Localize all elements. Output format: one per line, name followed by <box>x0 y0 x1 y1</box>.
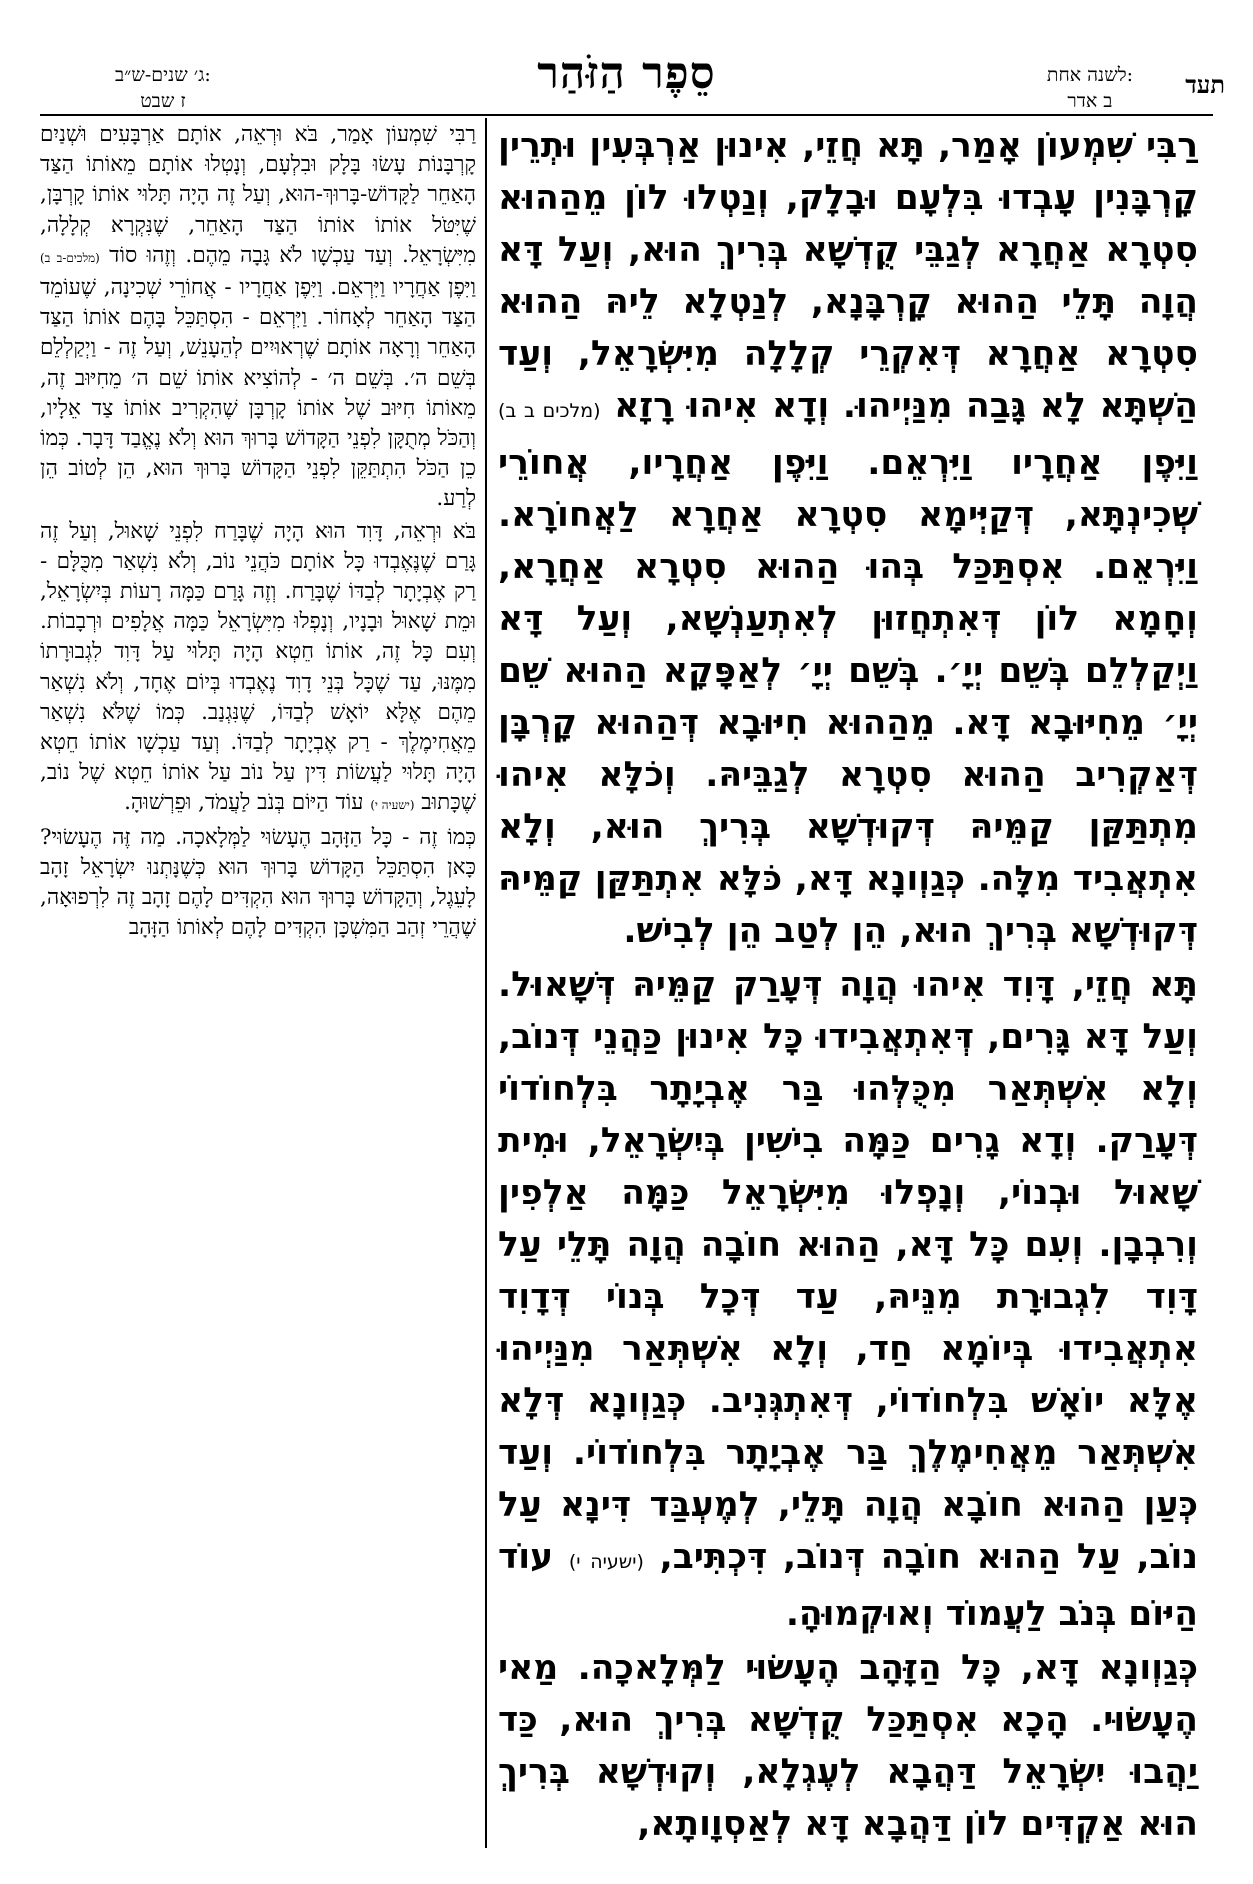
page-code: תעד <box>1185 70 1225 99</box>
main-p2-text: תָּא חֲזֵי, דָּוִד אִיהוּ הֲוָה דְּעָרַק קַמֵּיהּ דְּשָׁאוּל. וְעַל דָּא גָּרִים, דְּאִתְאֲבִידוּ כָּל אִינוּן כַּהֲנֵי דְּנוֹב, וְלָא אִשְׁתְּאַר מִכֻּלְּהוּ בַּר אֶבְיָתָר בִּלְחוֹדוֹי דְּעָרַק. וְדָא גָרִים כַּמָּה בִישִׁין בְּיִשְׂרָאֵל, וּמִית שָׁאוּל וּבְנוֹי, וְנָפְלוּ מִיִּשְׂרָאֵל כַּמָּה אַלְפִין וְרִבְבָן. וְעִם כָּל דָּא, הַהוּא חוֹבָה הֲוָה תָּלֵי עַל דָּוִד לִגְבוּרָת מִנֵּיהּ, עַד דְּכָל בְּנוֹי דְּדָוִד אִתְאֲבִידוּ בְּיוֹמָא חַד, וְלָא אִשְׁתְּאַר מִנַּיְיהוּ אֶלָּא יוֹאָשׁ בִּלְחוֹדוֹי, דְּאִתְגְּנִיב. כְּגַוְונָא דְּלָא אִשְׁתְּאַר מֵאֲחִימֶלֶךְ בַּר אֶבְיָתָר בִּלְחוֹדוֹי. וְעַד כְּעַן הַהוּא חוֹבָא הֲוָה תָּלֵי, לְמֶעְבַּד דִּינָא עַל נוֹב, עַל הַהוּא חוֹבָה דְּנוֹב, דִּכְתִּיב, <box>498 965 1198 1577</box>
column-divider <box>485 118 487 1848</box>
book-title: סֵפֶר הַזֹּהַר <box>537 48 716 99</box>
main-p2b-text: עוֹד הַיּוֹם בְּנֹב לַעֲמוֹד וְאוּקְמוּהָ. <box>498 1537 1198 1634</box>
side-p2-text: בֹּא וּרְאֵה, דָּוִד הוּא הָיָה שֶׁבָּרַח לִפְנֵי שָׁאוּל, וְעַל זֶה גָּרַם שֶׁנֶּאֶבְדוּ כָּל אוֹתָם כֹּהֲנֵי נוֹב, וְלֹא נִשְׁאַר מִכֻּלָּם - רַק אֶבְיָתָר לְבַדּוֹ שֶׁבָּרַח. וְזֶה גָּרַם כַּמָּה רָעוֹת בְּיִשְׂרָאֵל, וּמֵת שָׁאוּל וּבָנָיו, וְנָפְלוּ מִיִּשְׂרָאֵל כַּמָּה אֲלָפִים וּרְבָבוֹת. וְעִם כָּל זֶה, אוֹתוֹ חֵטְא הָיָה תָּלוּי עַל דָּוִד לִגְבוּרָתוֹ מִמֶּנּוּ, עַד שֶׁכָּל בְּנֵי דָוִד נֶאֶבְדוּ בְּיוֹם אֶחָד, וְלֹא נִשְׁאַר מֵהֶם אֶלָּא יוֹאָשׁ לְבַדּוֹ, שֶׁנִּגְנַב. כְּמוֹ שֶׁלֹּא נִשְׁאַר מֵאֲחִימֶלֶךְ - רַק אֶבְיָתָר לְבַדּוֹ. וְעַד עַכְשָׁו אוֹתוֹ חֵטְא הָיָה תָּלוּי לַעֲשׂוֹת דִּין עַל נוֹב עַל אוֹתוֹ חֵטְא שֶׁל נוֹב, שֶׁכָּתוּב <box>40 518 476 816</box>
one-year-date: ב אדר <box>1067 90 1113 112</box>
main-ref-kings: (מלכים ב ב) <box>498 400 601 422</box>
one-year-label: לשנה אחת: <box>1046 64 1133 86</box>
side-ref-kings: (מלכים-ב ב) <box>40 250 100 265</box>
main-ref-isaiah: (ישעיה י) <box>568 1551 644 1573</box>
main-p1-text: רַבִּי שִׁמְעוֹן אָמַר, תָּא חֲזֵי, אִינוּן אַרְבְּעִין וּתְרֵין קָרְבָּנִין עָבְדוּ בִּלְעָם וּבָלָק, וְנַטְלוּ לוֹן מֵהַהוּא סִטְרָא אַחֲרָא לְגַבֵּי קֻדְשָׁא בְּרִיךְ הוּא, וְעַל דָּא הֲוָה תָּלֵי הַהוּא קָרְבָּנָא, לְנַטְלָא לֵיהּ הַהוּא סִטְרָא אַחֲרָא דְּאִקְרֵי קְלָלָה מִיִּשְׂרָאֵל, וְעַד הַשְׁתָּא לָא גָּבַה מִנַּיְיהוּ. וְדָא אִיהוּ רָזָא <box>498 126 1198 426</box>
side-paragraph-2 <box>40 517 476 821</box>
main-paragraph-1 <box>498 120 1198 957</box>
side-p2b-text: עוֹד הַיּוֹם בְּנֹב לַעֲמֹד, וּפֵרְשׁוּהָ. <box>124 790 364 816</box>
main-p1b-text: וַיִּפֶן אַחֲרָיו וַיִּרְאֵם. וַיִּפֶן אַחֲרָיו, אֲחוֹרֵי שְׁכִינְתָּא, דְּקַיְּימָא סִטְרָא אַחֲרָא לַאֲחוֹרָא. וַיִּרְאֵם. אִסְתַּכַּל בְּהוּ הַהוּא סִטְרָא אַחֲרָא, וְחָמָא לוֹן דְּאִתְחֲזוּן לְאִתְעַנְשָׁא, וְעַל דָּא וַיְקַלְלֵם בְּשֵׁם יְיָ׳. בְּשֵׁם יְיָ׳ לְאַפָּקָא הַהוּא שֵׁם יְיָ׳ מֵחִיּוּבָא דָּא. מֵהַהוּא חִיּוּבָא דְּהַהוּא קָרְבָּן דְּאַקְרִיב הַהוּא סִטְרָא לְגַבֵּיהּ. וְכֹלָּא אִיהוּ מִתְתַּקַּן קַמֵּיהּ דְּקוּדְשָׁא בְּרִיךְ הוּא, וְלָא אִתְאֲבִיד מִלָּה. כְּגַוְונָא דָּא, כֹּלָּא אִתְתַּקַּן קַמֵּיהּ דְּקוּדְשָׁא בְּרִיךְ הוּא, הֵן לְטַב הֵן לְבִישׁ. <box>498 443 1198 951</box>
three-year-schedule <box>115 62 211 114</box>
hebrew-translation-column <box>40 120 476 943</box>
page-header <box>0 0 1253 115</box>
aramaic-main-column <box>498 120 1198 1850</box>
side-p1b-text: וַיִּפֶן אַחֲרָיו וַיִּרְאֵם. וַיִּפֶן אַחֲרָיו - אֲחוֹרֵי שְׁכִינָה, שֶׁעוֹמֵד הַצַּד הָאַחֵר לְאָחוֹר. וַיִּרְאֵם - הִסְתַּכֵּל בָּהֶם אוֹתוֹ הַצַּד הָאַחֵר וְרָאָה אוֹתָם שֶׁרְאוּיִים לְהֵעָנֵשׁ, וְעַל זֶה - וַיְקַלְלֵם בְּשֵׁם ה׳. בְּשֵׁם ה׳ - לְהוֹצִיא אוֹתוֹ שֵׁם ה׳ מֵחִיּוּב זֶה, מֵאוֹתוֹ חִיּוּב שֶׁל אוֹתוֹ קָרְבָּן שֶׁהִקְרִיב אוֹתוֹ צַד אֵלָיו, וְהַכֹּל מְתֻקָּן לִפְנֵי הַקָּדוֹשׁ בָּרוּךְ הוּא וְלֹא נֶאֱבַד דָּבָר. כְּמוֹ כֵן הַכֹּל הִתְתַּקֵּן לִפְנֵי הַקָּדוֹשׁ בָּרוּךְ הוּא, הֵן לְטוֹב הֵן לְרַע. <box>40 275 476 512</box>
header-rule <box>40 114 1213 116</box>
side-paragraph-3: כְּמוֹ זֶה - כָּל הַזָּהָב הֶעָשׂוּי לַמְּלָאכָה. מַה זֶּה הֶעָשׂוּי? כָּאן הִסְתַּכֵּל הַקָּדוֹשׁ בָּרוּךְ הוּא כְּשֶׁנָּתְנוּ יִשְׂרָאֵל זָהָב לָעֵגֶל, וְהַקָּדוֹשׁ בָּרוּךְ הוּא הִקְדִּים לָהֶם זָהָב זֶה לִרְפוּאָה, שֶׁהֲרֵי זְהַב הַמִּשְׁכָּן הִקְדִּים לָהֶם לְאוֹתוֹ הַזָּהָב <box>40 824 476 941</box>
main-paragraph-2 <box>498 959 1198 1640</box>
three-year-date: ז שבט <box>140 90 186 112</box>
side-p1-text: רַבִּי שִׁמְעוֹן אָמַר, בֹּא וּרְאֵה, אוֹתָם אַרְבָּעִים וּשְׁנַיִם קָרְבָּנוֹת עָשׂוּ בָּלָק וּבִלְעָם, וְנָטְלוּ אוֹתָם מֵאוֹתוֹ הַצַּד הָאַחֵר לַקָּדוֹשׁ-בָּרוּךְ-הוּא, וְעַל זֶה הָיָה תָּלוּי אוֹתוֹ קָרְבָּן, שֶׁיִּטֹּל אוֹתוֹ אוֹתוֹ הַצַּד הָאַחֵר, שֶׁנִּקְרָא קְלָלָה, מִיִּשְׂרָאֵל. וְעַד עַכְשָׁו לֹא גָּבָה מֵהֶם. וְזֶהוּ סוֹד <box>40 122 476 268</box>
side-ref-isaiah: (ישעיה י) <box>370 798 415 813</box>
side-paragraph-1 <box>40 120 476 515</box>
main-paragraph-3: כְּגַוְונָא דָּא, כָּל הַזָּהָב הֶעָשׂוּי לַמְּלָאכָה. מַאי הֶעָשׂוּי. הָכָא אִסְתַּכַּל קֻדְשָׁא בְּרִיךְ הוּא, כַּד יַהֲבוּ יִשְׂרָאֵל דַּהֲבָא לְעֶגְלָא, וְקוּדְשָׁא בְּרִיךְ הוּא אַקְדִּים לוֹן דַּהֲבָא דָּא לְאַסְוָותָא, <box>498 1648 1198 1844</box>
three-year-label: ג׳ שנים-ש״ב: <box>115 64 211 86</box>
